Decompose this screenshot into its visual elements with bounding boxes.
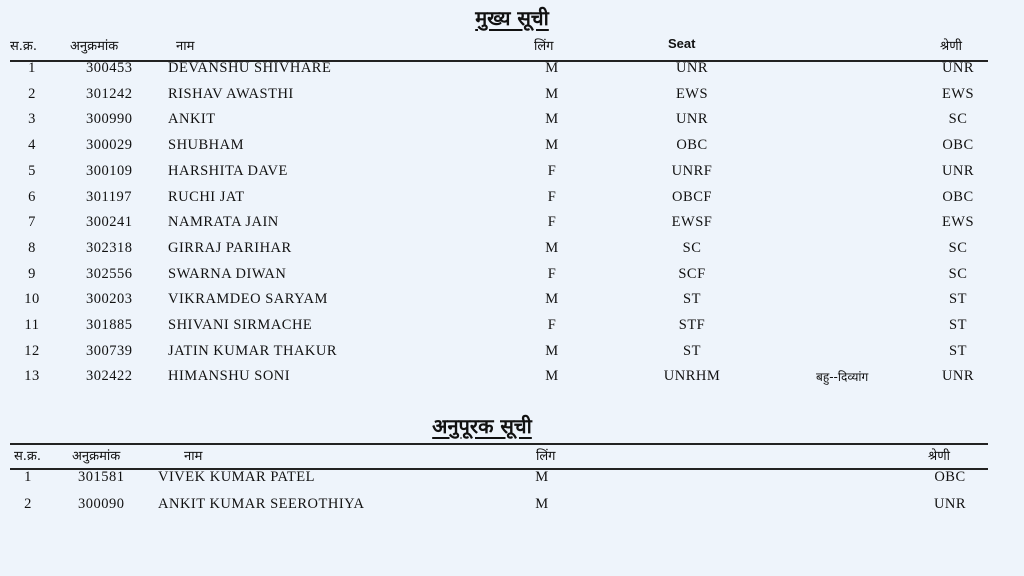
header-sno: स.क्र. (14, 449, 42, 464)
table-row (0, 163, 1024, 187)
cell-roll: 301197 (86, 188, 132, 205)
cell-category: EWS (941, 214, 975, 231)
cell-name: JATIN KUMAR THAKUR (168, 342, 338, 359)
cell-sno: 3 (28, 111, 36, 128)
header-name: नाम (176, 39, 195, 54)
cell-name: VIKRAMDEO SARYAM (168, 291, 328, 308)
table-row (0, 496, 1024, 520)
cell-gender: M (535, 469, 549, 485)
cell-category: UNR (941, 162, 975, 179)
header-name: नाम (184, 449, 203, 464)
cell-gender: M (545, 342, 559, 359)
cell-roll: 302422 (86, 368, 133, 385)
cell-seat: STF (678, 317, 706, 333)
cell-roll: 301581 (78, 469, 125, 485)
cell-category: OBC (934, 469, 966, 485)
cell-seat: ST (683, 291, 701, 308)
cell-roll: 302318 (86, 239, 133, 256)
cell-category: SC (948, 265, 968, 282)
cell-note: बहु--दिव्यांग (816, 370, 869, 385)
cell-sno: 11 (24, 317, 40, 333)
cell-roll: 301885 (86, 317, 133, 333)
cell-seat: EWS (675, 85, 709, 102)
cell-gender: M (535, 496, 549, 512)
cell-category: SC (948, 239, 968, 256)
cell-name: VIVEK KUMAR PATEL (158, 469, 315, 485)
cell-category: ST (949, 317, 967, 333)
table-row (0, 137, 1024, 161)
table-row (0, 266, 1024, 290)
cell-sno: 4 (28, 137, 36, 154)
cell-sno: 10 (24, 291, 40, 308)
cell-roll: 300090 (78, 496, 125, 512)
cell-roll: 300241 (86, 214, 133, 231)
cell-sno: 1 (28, 60, 36, 76)
header-gender: लिंग (534, 39, 554, 54)
cell-name: NAMRATA JAIN (168, 214, 279, 231)
cell-seat: OBC (676, 137, 708, 154)
cell-sno: 7 (28, 214, 36, 231)
supplementary-list-title: अनुपूरक सूची (432, 414, 532, 438)
cell-seat: OBCF (672, 188, 712, 205)
supplementary-list-header (0, 446, 1024, 470)
cell-gender: M (545, 137, 559, 154)
cell-category: UNR (941, 368, 975, 385)
cell-seat: SCF (678, 265, 706, 282)
cell-roll: 301242 (86, 85, 133, 102)
cell-name: ANKIT KUMAR SEEROTHIYA (158, 496, 365, 512)
cell-gender: F (547, 214, 557, 231)
cell-seat: SC (682, 239, 702, 256)
cell-name: SWARNA DIWAN (168, 265, 287, 282)
cell-category: OBC (942, 188, 974, 205)
cell-sno: 8 (28, 239, 36, 256)
main-list-title: मुख्य सूची (475, 6, 549, 30)
cell-name: SHIVANI SIRMACHE (168, 317, 313, 333)
cell-category: SC (948, 111, 968, 128)
cell-gender: F (547, 162, 557, 179)
cell-sno: 9 (28, 265, 36, 282)
cell-gender: M (545, 85, 559, 102)
header-gender: लिंग (536, 449, 556, 464)
cell-name: ANKIT (168, 111, 216, 128)
table-row (0, 214, 1024, 238)
table-row (0, 240, 1024, 264)
cell-gender: F (547, 265, 557, 282)
cell-roll: 300739 (86, 342, 133, 359)
table-row (0, 368, 1024, 392)
cell-sno: 1 (24, 469, 32, 485)
cell-roll: 300203 (86, 291, 133, 308)
cell-gender: F (547, 317, 557, 333)
cell-roll: 300990 (86, 111, 133, 128)
header-sno: स.क्र. (10, 39, 38, 54)
main-list-header (0, 36, 1024, 60)
cell-seat: ST (683, 342, 701, 359)
cell-gender: M (545, 291, 559, 308)
cell-category: UNR (933, 496, 967, 512)
cell-seat: EWSF (671, 214, 713, 231)
cell-seat: UNR (675, 60, 709, 76)
table-row (0, 86, 1024, 110)
cell-sno: 13 (24, 368, 40, 385)
cell-category: EWS (941, 85, 975, 102)
cell-category: UNR (941, 60, 975, 76)
header-category: श्रेणी (928, 449, 950, 464)
cell-sno: 12 (24, 342, 40, 359)
cell-name: HIMANSHU SONI (168, 368, 291, 385)
cell-category: ST (949, 342, 967, 359)
table-row (0, 317, 1024, 341)
cell-sno: 5 (28, 162, 36, 179)
cell-seat: UNR (675, 111, 709, 128)
cell-name: DEVANSHU SHIVHARE (168, 60, 332, 76)
table-row (0, 189, 1024, 213)
header-roll: अनुक्रमांक (70, 39, 119, 54)
cell-seat: UNRHM (663, 368, 721, 385)
cell-seat: UNRF (671, 162, 713, 179)
header-category: श्रेणी (940, 39, 962, 54)
cell-gender: M (545, 239, 559, 256)
cell-name: SHUBHAM (168, 137, 245, 154)
cell-roll: 300109 (86, 162, 133, 179)
table-row (0, 60, 1024, 84)
cell-sno: 2 (28, 85, 36, 102)
table-row (0, 469, 1024, 493)
cell-gender: M (545, 60, 559, 76)
cell-category: ST (949, 291, 967, 308)
cell-name: RUCHI JAT (168, 188, 245, 205)
cell-sno: 6 (28, 188, 36, 205)
cell-gender: M (545, 368, 559, 385)
cell-gender: M (545, 111, 559, 128)
cell-roll: 300453 (86, 60, 133, 76)
header-seat: Seat (668, 36, 696, 51)
cell-name: RISHAV AWASTHI (168, 85, 294, 102)
table-row (0, 291, 1024, 315)
supp-top-rule (10, 443, 988, 445)
cell-gender: F (547, 188, 557, 205)
cell-category: OBC (942, 137, 974, 154)
cell-name: GIRRAJ PARIHAR (168, 239, 292, 256)
cell-name: HARSHITA DAVE (168, 162, 288, 179)
header-roll: अनुक्रमांक (72, 449, 121, 464)
table-row (0, 343, 1024, 367)
cell-roll: 300029 (86, 137, 133, 154)
table-row (0, 111, 1024, 135)
cell-roll: 302556 (86, 265, 133, 282)
cell-sno: 2 (24, 496, 32, 512)
